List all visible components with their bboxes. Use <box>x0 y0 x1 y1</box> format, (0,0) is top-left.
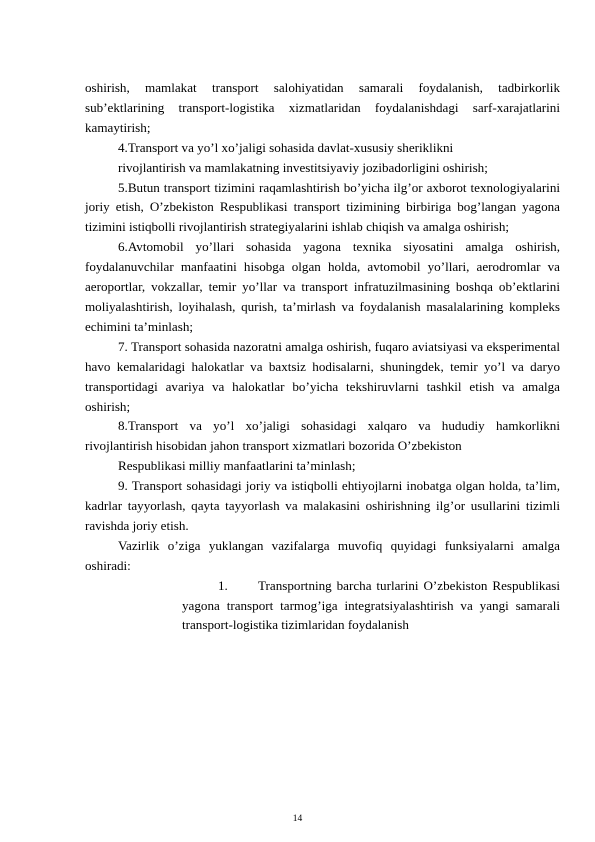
paragraph-item-4-line-1: 4.Transport va yo’l xo’jaligi sohasida davlat-xususiy sheriklikni <box>118 139 454 155</box>
numbered-list-item <box>182 576 560 636</box>
list-item-text: Transportning barcha turlarini O’zbekiston Respublikasi yagona transport tarmog’iga integratsiyalashtirish va yangi samarali transport-logistika tizimlaridan foydalanish <box>182 577 560 633</box>
page-body <box>85 78 560 635</box>
paragraph-functions-intro: Vazirlik o’ziga yuklangan vazifalarga muvofiq quyidagi funksiyalarni amalga oshiradi: <box>85 537 560 573</box>
paragraph-item-9: 9. Transport sohasidagi joriy va istiqbolli ehtiyojlarni inobatga olgan holda, ta’lim, kadrlar tayyorlash, qayta tayyorlash va malakasini oshirishning ilg’or usullarini tizimli ravishda joriy etish. <box>85 478 560 533</box>
paragraph-item-4-line-2: rivojlantirish va mamlakatning investitsiyaviy jozibadorligini oshirish; <box>118 159 488 175</box>
paragraph-item-8: 8.Transport va yo’l xo’jaligi sohasidagi xalqaro va hududiy hamkorlikni rivojlantirish hisobidan jahon transport xizmatlari bozorida O’zbekiston <box>85 418 560 454</box>
paragraph-item-8-continued: Respublikasi milliy manfaatlarini ta’minlash; <box>118 458 356 474</box>
paragraph-intro: oshirish, mamlakat transport salohiyatidan samarali foydalanish, tadbirkorlik sub’ektlarining transport-logistika xizmatlaridan foydalanishdagi sarf-xarajatlarini kamaytirish; <box>85 80 560 135</box>
paragraph-item-5: 5.Butun transport tizimini raqamlashtirish bo’yicha ilg’or axborot texnologiyalarini joriy etish, O’zbekiston Respublikasi transport tizimining birbiriga bog’langan yagona tizimini istiqbolli rivojlantirish strategiyalarini ishlab chiqish va amalga oshirish; <box>85 179 560 235</box>
paragraph-item-6: 6.Avtomobil yo’llari sohasida yagona texnika siyosatini amalga oshirish, foydalanuvchilar manfaatini hisobga olgan holda, avtomobil yo’llari, aerodromlar va aeroportlar, vokzallar, temir yo’llar va transport infratuzilmasining boshqa ob’ektlarini moliyalashtirish, loyihalash, qurish, ta’mirlash va foydalanish masalalarining kompleks echimini ta’minlash; <box>85 239 560 334</box>
paragraph-item-7: 7. Transport sohasida nazoratni amalga oshirish, fuqaro aviatsiyasi va eksperimental havo kemalaridagi halokatlar va baxtsiz hodisalarni, shuningdek, temir yo’l va daryo transportidagi avariya va halokatlar bo’yicha tekshiruvlarni tashkil etish va amalga oshirish; <box>85 338 560 414</box>
list-item-number: 1. <box>218 577 228 593</box>
page-number: 14 <box>292 814 303 824</box>
